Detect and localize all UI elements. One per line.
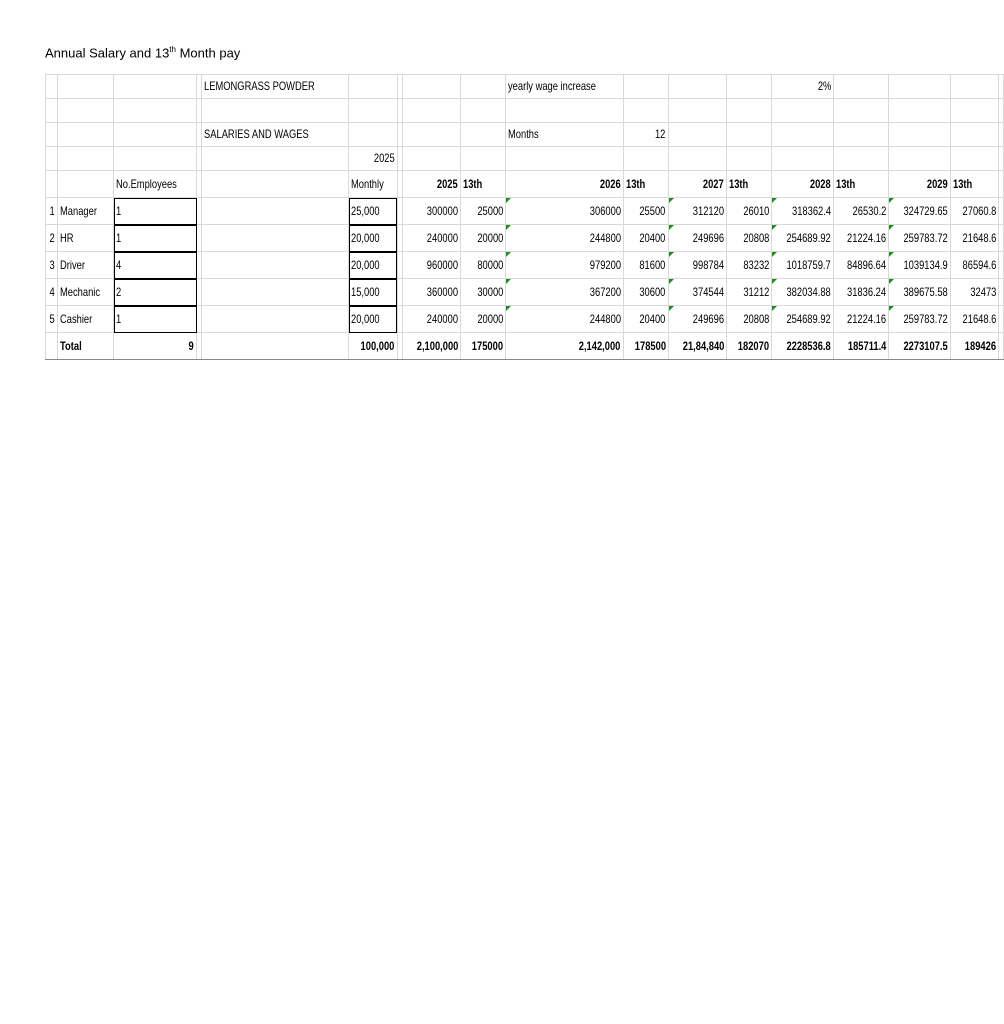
cell[interactable] xyxy=(999,198,1004,225)
value-cell-text: 306000 xyxy=(589,204,621,218)
value-cell-text: 259783.72 xyxy=(903,312,948,326)
cell[interactable] xyxy=(999,279,1004,306)
value-cell[interactable] xyxy=(460,252,505,279)
value-cell[interactable] xyxy=(772,252,834,279)
employees-input-text: 4 xyxy=(116,258,122,272)
value-cell-text: 20000 xyxy=(476,312,503,326)
employees-input[interactable] xyxy=(114,252,197,279)
value-cell[interactable] xyxy=(950,225,998,252)
employees-input-text: 2 xyxy=(116,285,122,299)
total-label[interactable]: Total xyxy=(57,333,113,360)
table-row xyxy=(46,198,1004,225)
value-cell-text: 998784 xyxy=(692,258,725,272)
position-cell[interactable] xyxy=(57,252,113,279)
yearly-wage-increase-label[interactable]: yearly wage increase xyxy=(505,75,623,99)
total-value[interactable]: 2228536.8 xyxy=(772,333,834,360)
value-cell[interactable] xyxy=(833,252,888,279)
total-value[interactable]: 178500 xyxy=(623,333,668,360)
position-cell[interactable] xyxy=(57,279,113,306)
value-cell[interactable] xyxy=(668,279,726,306)
monthly-input-text: 20,000 xyxy=(351,231,380,245)
value-cell[interactable] xyxy=(402,306,460,333)
value-cell[interactable] xyxy=(772,279,834,306)
value-cell[interactable] xyxy=(888,279,950,306)
value-cell-text: 20400 xyxy=(639,231,666,245)
position-cell-text: Manager xyxy=(59,204,97,218)
value-cell[interactable] xyxy=(460,279,505,306)
cell[interactable] xyxy=(402,75,460,99)
value-cell[interactable] xyxy=(727,279,772,306)
value-cell[interactable] xyxy=(460,198,505,225)
row-number[interactable] xyxy=(46,198,58,225)
position-cell-text: Cashier xyxy=(59,312,92,326)
table-row xyxy=(46,225,1004,252)
position-cell-text: HR xyxy=(59,231,74,245)
table-row xyxy=(46,279,1004,306)
monthly-input[interactable] xyxy=(349,306,397,333)
total-employees[interactable]: 9 xyxy=(114,333,197,360)
cell[interactable] xyxy=(999,306,1004,333)
year-header[interactable]: 2025 xyxy=(402,171,460,198)
year-header[interactable]: 2029 xyxy=(888,171,950,198)
value-cell-text: 20808 xyxy=(743,231,770,245)
cell[interactable] xyxy=(999,225,1004,252)
monthly-input[interactable] xyxy=(349,225,397,252)
cell[interactable] xyxy=(202,225,349,252)
value-cell[interactable] xyxy=(505,225,623,252)
value-cell-text: 259783.72 xyxy=(903,231,948,245)
value-cell-text: 324729.65 xyxy=(903,204,948,218)
value-cell-text: 960000 xyxy=(426,258,458,272)
cell[interactable] xyxy=(57,75,113,99)
cell[interactable] xyxy=(349,75,397,99)
cell[interactable] xyxy=(202,252,349,279)
cell[interactable] xyxy=(460,75,505,99)
value-cell[interactable] xyxy=(888,198,950,225)
monthly-input-text: 20,000 xyxy=(351,258,380,272)
monthly-input[interactable] xyxy=(349,279,397,306)
value-cell[interactable] xyxy=(505,198,623,225)
cell[interactable] xyxy=(833,75,888,99)
value-cell-text: 21224.16 xyxy=(846,312,886,326)
value-cell-text: 300000 xyxy=(426,204,458,218)
page-title: Annual Salary and 13th Month pay xyxy=(45,45,241,61)
row-number-text: 1 xyxy=(49,204,55,218)
value-cell-text: 32473 xyxy=(970,285,997,299)
value-cell-text: 979200 xyxy=(589,258,621,272)
year-header[interactable]: 2027 xyxy=(668,171,726,198)
value-cell-text: 30600 xyxy=(639,285,666,299)
total-monthly[interactable]: 100,000 xyxy=(349,333,397,360)
value-cell-text: 1018759.7 xyxy=(786,258,831,272)
value-cell-text: 21648.6 xyxy=(962,312,997,326)
section-title-cell[interactable]: SALARIES AND WAGES xyxy=(202,123,349,147)
total-value[interactable]: 21,84,840 xyxy=(668,333,726,360)
cell[interactable] xyxy=(46,75,58,99)
cell[interactable] xyxy=(114,75,197,99)
value-cell[interactable] xyxy=(772,306,834,333)
base-year-cell[interactable]: 2025 xyxy=(349,147,397,171)
row-number-text: 3 xyxy=(49,258,55,272)
employees-input[interactable] xyxy=(114,279,197,306)
value-cell[interactable] xyxy=(772,198,834,225)
position-cell-text: Driver xyxy=(59,258,85,272)
value-cell[interactable] xyxy=(950,306,998,333)
cell[interactable] xyxy=(623,75,668,99)
monthly-input-text: 20,000 xyxy=(351,312,380,326)
employees-input[interactable] xyxy=(114,225,197,252)
cell[interactable] xyxy=(202,198,349,225)
value-cell[interactable] xyxy=(888,225,950,252)
cell[interactable] xyxy=(202,279,349,306)
months-label[interactable]: Months xyxy=(505,123,623,147)
value-cell-text: 31212 xyxy=(743,285,770,299)
value-cell-text: 318362.4 xyxy=(791,204,831,218)
value-cell[interactable] xyxy=(623,306,668,333)
cell[interactable] xyxy=(999,75,1004,99)
employees-input-text: 1 xyxy=(116,231,122,245)
cell[interactable] xyxy=(202,306,349,333)
value-cell-text: 360000 xyxy=(426,285,458,299)
13th-header[interactable]: 13th xyxy=(727,171,772,198)
value-cell[interactable] xyxy=(833,279,888,306)
months-value[interactable]: 12 xyxy=(623,123,668,147)
monthly-input[interactable] xyxy=(349,252,397,279)
value-cell[interactable] xyxy=(505,279,623,306)
value-cell-text: 27060.8 xyxy=(962,204,997,218)
value-cell-text: 249696 xyxy=(692,312,725,326)
total-value[interactable]: 182070 xyxy=(727,333,772,360)
spreadsheet xyxy=(45,74,997,362)
row-number-text: 5 xyxy=(49,312,55,326)
monthly-input-text: 15,000 xyxy=(351,285,380,299)
value-cell-text: 30000 xyxy=(476,285,503,299)
total-value[interactable]: 2273107.5 xyxy=(888,333,950,360)
value-cell[interactable] xyxy=(402,225,460,252)
value-cell[interactable] xyxy=(402,198,460,225)
value-cell-text: 374544 xyxy=(692,285,725,299)
employees-input[interactable] xyxy=(114,306,197,333)
value-cell-text: 254689.92 xyxy=(786,231,831,245)
position-cell-text: Mechanic xyxy=(59,285,100,299)
cell[interactable] xyxy=(999,252,1004,279)
value-cell[interactable] xyxy=(668,306,726,333)
total-value[interactable]: 2,100,000 xyxy=(402,333,460,360)
monthly-header[interactable]: Monthly xyxy=(349,171,397,198)
row-number-text: 4 xyxy=(49,285,55,299)
position-cell[interactable] xyxy=(57,198,113,225)
value-cell[interactable] xyxy=(888,306,950,333)
cell[interactable] xyxy=(727,75,772,99)
value-cell[interactable] xyxy=(833,198,888,225)
value-cell[interactable] xyxy=(833,306,888,333)
total-value[interactable]: 185711.4 xyxy=(833,333,888,360)
value-cell-text: 367200 xyxy=(589,285,621,299)
monthly-input-text: 25,000 xyxy=(351,204,380,218)
value-cell[interactable] xyxy=(505,252,623,279)
value-cell-text: 25000 xyxy=(476,204,503,218)
value-cell[interactable] xyxy=(505,306,623,333)
value-cell-text: 26010 xyxy=(743,204,770,218)
value-cell-text: 80000 xyxy=(476,258,503,272)
value-cell[interactable] xyxy=(402,252,460,279)
value-cell-text: 20000 xyxy=(476,231,503,245)
value-cell[interactable] xyxy=(950,252,998,279)
row-number[interactable] xyxy=(46,306,58,333)
value-cell-text: 84896.64 xyxy=(846,258,886,272)
value-cell[interactable] xyxy=(402,279,460,306)
monthly-input[interactable] xyxy=(349,198,397,225)
value-cell[interactable] xyxy=(668,198,726,225)
row-number[interactable] xyxy=(46,225,58,252)
value-cell-text: 240000 xyxy=(426,231,458,245)
value-cell-text: 86594.6 xyxy=(962,258,997,272)
position-cell[interactable] xyxy=(57,306,113,333)
value-cell-text: 25500 xyxy=(639,204,666,218)
value-cell[interactable] xyxy=(727,306,772,333)
13th-header[interactable]: 13th xyxy=(623,171,668,198)
no-employees-header[interactable]: No.Employees xyxy=(114,171,197,198)
value-cell[interactable] xyxy=(623,279,668,306)
13th-header[interactable]: 13th xyxy=(950,171,998,198)
value-cell[interactable] xyxy=(888,252,950,279)
value-cell-text: 254689.92 xyxy=(786,312,831,326)
value-cell[interactable] xyxy=(950,279,998,306)
value-cell[interactable] xyxy=(833,225,888,252)
value-cell-text: 20400 xyxy=(639,312,666,326)
value-cell[interactable] xyxy=(623,225,668,252)
value-cell[interactable] xyxy=(727,252,772,279)
year-header[interactable]: 2026 xyxy=(505,171,623,198)
year-header[interactable]: 2028 xyxy=(772,171,834,198)
value-cell[interactable] xyxy=(668,225,726,252)
cell[interactable] xyxy=(888,75,950,99)
row-number[interactable] xyxy=(46,252,58,279)
value-cell-text: 31836.24 xyxy=(846,285,886,299)
value-cell-text: 20808 xyxy=(743,312,770,326)
row-number[interactable] xyxy=(46,279,58,306)
value-cell-text: 244800 xyxy=(589,312,621,326)
value-cell[interactable] xyxy=(460,225,505,252)
value-cell[interactable] xyxy=(727,225,772,252)
value-cell[interactable] xyxy=(727,198,772,225)
value-cell[interactable] xyxy=(623,252,668,279)
total-value[interactable]: 175000 xyxy=(460,333,505,360)
employees-input-text: 1 xyxy=(116,204,122,218)
value-cell[interactable] xyxy=(772,225,834,252)
cell[interactable] xyxy=(950,75,998,99)
value-cell[interactable] xyxy=(623,198,668,225)
total-row xyxy=(46,333,1004,360)
yearly-wage-increase-value[interactable]: 2% xyxy=(772,75,834,99)
salary-table xyxy=(45,74,1004,360)
employees-input[interactable] xyxy=(114,198,197,225)
table-row xyxy=(46,306,1004,333)
value-cell-text: 21648.6 xyxy=(962,231,997,245)
total-value[interactable]: 189426 xyxy=(950,333,998,360)
value-cell-text: 21224.16 xyxy=(846,231,886,245)
value-cell-text: 83232 xyxy=(743,258,770,272)
value-cell-text: 1039134.9 xyxy=(903,258,948,272)
value-cell-text: 240000 xyxy=(426,312,458,326)
employees-input-text: 1 xyxy=(116,312,122,326)
13th-header[interactable]: 13th xyxy=(460,171,505,198)
value-cell-text: 249696 xyxy=(692,231,725,245)
13th-header[interactable]: 13th xyxy=(833,171,888,198)
value-cell-text: 81600 xyxy=(639,258,666,272)
value-cell[interactable] xyxy=(950,198,998,225)
value-cell-text: 312120 xyxy=(692,204,725,218)
position-cell[interactable] xyxy=(57,225,113,252)
cell[interactable] xyxy=(668,75,726,99)
total-value[interactable]: 2,142,000 xyxy=(505,333,623,360)
row-number-text: 2 xyxy=(49,231,55,245)
value-cell-text: 382034.88 xyxy=(786,285,831,299)
company-name-cell[interactable]: LEMONGRASS POWDER xyxy=(202,75,349,99)
value-cell[interactable] xyxy=(460,306,505,333)
value-cell-text: 389675.58 xyxy=(903,285,948,299)
value-cell[interactable] xyxy=(668,252,726,279)
value-cell-text: 26530.2 xyxy=(852,204,886,218)
value-cell-text: 244800 xyxy=(589,231,621,245)
table-row xyxy=(46,252,1004,279)
